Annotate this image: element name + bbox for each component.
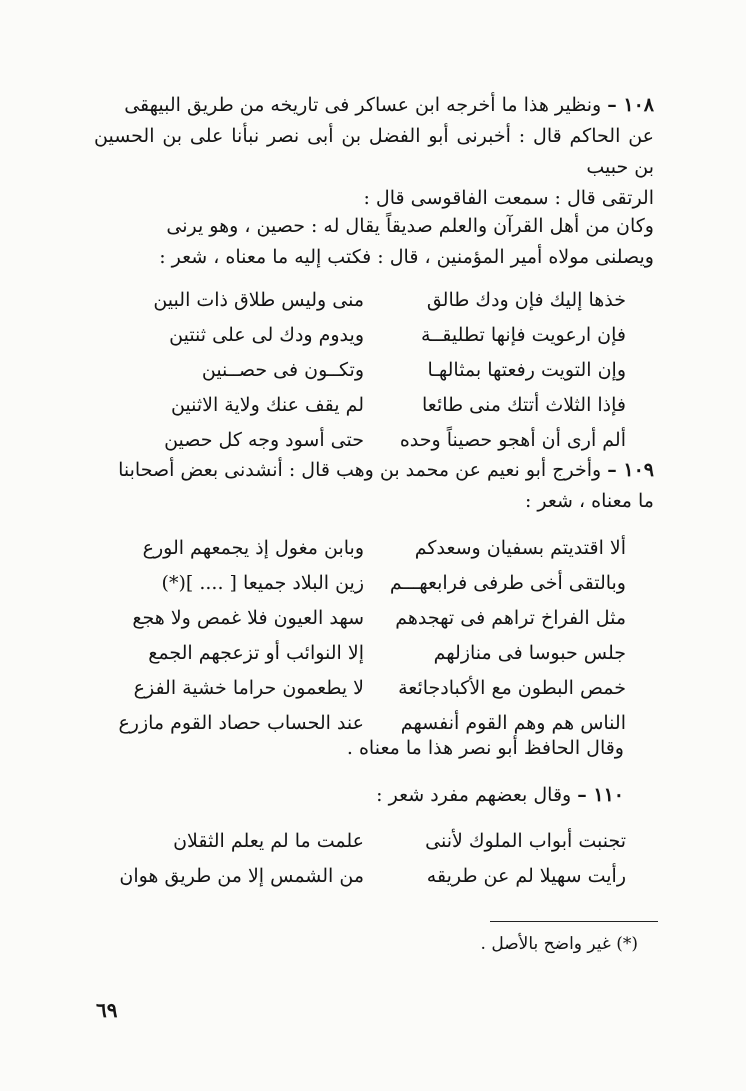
paragraph-108 <box>94 90 654 214</box>
verse <box>126 531 626 566</box>
section-number: ١٠٩ – <box>607 459 654 481</box>
footnote-separator <box>490 921 658 922</box>
verse <box>126 566 626 601</box>
verse-first-half: الناس هم وهم القوم أنفسهم <box>400 712 626 734</box>
paragraph-110 <box>94 780 624 811</box>
verse-first-half: وبالتقى أخى طرفى فرابعهـــم <box>389 572 626 594</box>
verse <box>126 671 626 706</box>
verse <box>126 353 626 388</box>
verse-second-half: من الشمس إلا من طريق هوان <box>119 865 364 887</box>
paragraph-intro <box>94 211 654 273</box>
verse-second-half: ويدوم ودك لى على ثنتين <box>169 324 364 346</box>
verse-first-half: فإذا الثلاث أتتك منى طائعا <box>421 394 626 416</box>
page-number: ٦٩ <box>96 998 118 1022</box>
paragraph-line: ١٠٩ – وأخرج أبو نعيم عن محمد بن وهب قال : أنشدنى بعض أصحابنا <box>118 459 654 481</box>
paragraph-line: عن الحاكم قال : أخبرنى أبو الفضل بن أبى نصر نبأنا على بن الحسين بن حبيب <box>94 125 654 178</box>
section-number: ١٠٨ – <box>607 94 654 116</box>
paragraph-line: ١١٠ – وقال بعضهم مفرد شعر : <box>376 784 624 806</box>
verse-second-half: وبابن مغول إذ يجمعهم الورع <box>142 537 364 559</box>
paragraph-line: وقال الحافظ أبو نصر هذا ما معناه . <box>346 737 624 759</box>
verse-first-half: رأيت سهيلا لم عن طريقه <box>426 865 626 887</box>
paragraph-line: وكان من أهل القرآن والعلم صديقاً يقال له : حصين ، وهو يرنى <box>166 215 654 237</box>
verse-first-half: فإن ارعويت فإنها تطليقــة <box>420 324 626 346</box>
paragraph-after-109 <box>94 733 624 764</box>
verse <box>126 388 626 423</box>
verse-second-half: عند الحساب حصاد القوم مازرع <box>118 712 364 734</box>
verse-second-half: زين البلاد جميعا [ .... ](*) <box>161 572 364 594</box>
paragraph-line: ١٠٨ – ونظير هذا ما أخرجه ابن عساكر فى تاريخه من طريق البيهقى <box>124 94 654 116</box>
verse-first-half: خمص البطون مع الأكبادجائعة <box>398 677 626 699</box>
paragraph-line: الرتقى قال : سمعت الفاقوسى قال : <box>363 187 654 209</box>
verse <box>126 318 626 353</box>
paragraph-line: ما معناه ، شعر : <box>524 490 654 512</box>
verse-first-half: مثل الفراخ تراهم فى تهجدهم <box>395 607 626 629</box>
paragraph-109 <box>94 455 654 517</box>
verse-first-half: وإن التويت رفعتها بمثالهـا <box>427 359 626 381</box>
verse <box>126 824 626 859</box>
verse <box>126 601 626 636</box>
verse <box>126 636 626 671</box>
verse-first-half: خذها إليك فإن ودك طالق <box>426 289 626 311</box>
verse-second-half: إلا النوائب أو تزعجهم الجمع <box>148 642 364 664</box>
verse-second-half: سهد العيون فلا غمص ولا هجع <box>132 607 364 629</box>
verse-first-half: ألا اقتديتم بسفيان وسعدكم <box>414 537 626 559</box>
verse-second-half: علمت ما لم يعلم الثقلان <box>173 830 364 852</box>
footnote: (*) غير واضح بالأصل . <box>480 934 638 954</box>
verse-second-half: لم يقف عنك ولاية الاثنين <box>170 394 364 416</box>
poem-3 <box>119 824 626 894</box>
verse-first-half: ألم أرى أن أهجو حصيناً وحده <box>399 429 626 451</box>
verse-first-half: جلس حبوسا فى منازلهم <box>433 642 626 664</box>
verse-second-half: وتكــون فى حصــنين <box>201 359 364 381</box>
poem-2 <box>118 531 626 741</box>
verse <box>119 859 626 894</box>
paragraph-line: ويصلنى مولاه أمير المؤمنين ، قال : فكتب إليه ما معناه ، شعر : <box>159 246 654 268</box>
verse <box>126 283 626 318</box>
verse-second-half: حتى أسود وجه كل حصين <box>164 429 364 451</box>
verse <box>126 423 626 458</box>
section-number: ١١٠ – <box>577 784 624 806</box>
verse-second-half: منى وليس طلاق ذات البين <box>153 289 364 311</box>
poem-1 <box>126 283 626 458</box>
verse-second-half: لا يطعمون حراما خشية الفزع <box>133 677 364 699</box>
verse-first-half: تجنبت أبواب الملوك لأننى <box>425 830 626 852</box>
